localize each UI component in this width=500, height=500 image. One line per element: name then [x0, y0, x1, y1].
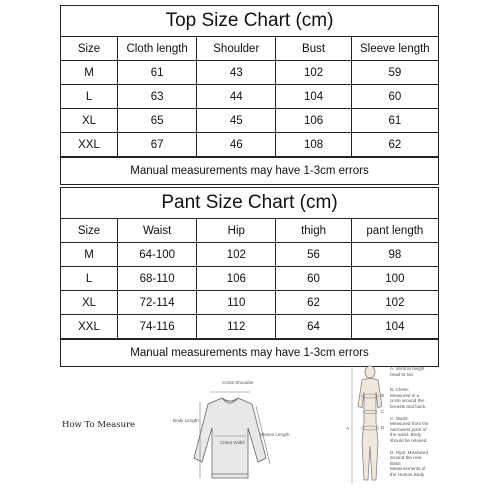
- pant-size-table: [61, 219, 438, 339]
- table-cell: 98: [351, 243, 438, 267]
- table-cell: 45: [197, 109, 276, 133]
- table-row: [61, 243, 438, 267]
- sleeve-length-label: Sleeve Length: [260, 432, 290, 437]
- table-cell: 68-110: [118, 267, 197, 291]
- table-cell: XXL: [61, 133, 118, 157]
- table-cell: 100: [351, 267, 438, 291]
- top-size-table: [61, 37, 438, 157]
- sweater-icon: [194, 398, 266, 478]
- table-cell: L: [61, 267, 118, 291]
- table-row: [61, 133, 438, 157]
- table-cell: M: [61, 61, 118, 85]
- body-measure-diagram: [340, 362, 500, 498]
- header-size: Size: [61, 37, 118, 61]
- header-bust: Bust: [276, 37, 351, 61]
- body-desc-a: A. Vertical height head to toe.: [390, 366, 425, 377]
- table-cell: 43: [197, 61, 276, 85]
- table-cell: 60: [351, 85, 438, 109]
- body-marker-c: C: [381, 409, 385, 414]
- table-header-row: [61, 219, 438, 243]
- table-cell: 60: [276, 267, 351, 291]
- body-marker-b: B: [381, 393, 385, 398]
- table-cell: XXL: [61, 315, 118, 339]
- table-cell: 102: [276, 61, 351, 85]
- garment-measure-diagram: [170, 378, 290, 496]
- cross-shoulder-label: Cross Shoulder: [222, 380, 254, 385]
- header-shoulder: Shoulder: [197, 37, 276, 61]
- body-marker-a: A: [346, 426, 350, 431]
- table-header-row: [61, 37, 438, 61]
- table-cell: 108: [276, 133, 351, 157]
- table-cell: 106: [197, 267, 276, 291]
- table-cell: 67: [118, 133, 197, 157]
- table-cell: 104: [276, 85, 351, 109]
- header-size: Size: [61, 219, 118, 243]
- body-marker-d: D: [381, 425, 385, 430]
- header-hip: Hip: [197, 219, 276, 243]
- table-cell: M: [61, 243, 118, 267]
- table-cell: XL: [61, 109, 118, 133]
- table-cell: 64-100: [118, 243, 197, 267]
- body-length-label: Body Length: [173, 418, 199, 423]
- table-cell: 63: [118, 85, 197, 109]
- table-cell: XL: [61, 291, 118, 315]
- table-cell: 65: [118, 109, 197, 133]
- table-cell: 46: [197, 133, 276, 157]
- table-row: [61, 109, 438, 133]
- pant-chart-title: Pant Size Chart (cm): [61, 188, 438, 219]
- pant-chart-note: Manual measurements may have 1-3cm errors: [61, 339, 438, 366]
- body-desc-b: B. Chest: Measured in a circle around the breasts and back.: [390, 387, 427, 409]
- table-row: [61, 85, 438, 109]
- chest-width-label: Chest Width: [220, 440, 246, 445]
- table-cell: 56: [276, 243, 351, 267]
- table-cell: 74-116: [118, 315, 197, 339]
- pant-size-chart: [60, 187, 439, 367]
- table-cell: 64: [276, 315, 351, 339]
- header-thigh: thigh: [276, 219, 351, 243]
- table-cell: 62: [351, 133, 438, 157]
- table-cell: 44: [197, 85, 276, 109]
- table-cell: 61: [118, 61, 197, 85]
- header-pant-length: pant length: [351, 219, 438, 243]
- table-cell: 102: [351, 291, 438, 315]
- top-chart-title: Top Size Chart (cm): [61, 6, 438, 37]
- table-row: [61, 315, 438, 339]
- body-desc-d: D. Hips: Measured around the rear. Basic Measurements of the Human Body: [390, 449, 429, 477]
- table-cell: L: [61, 85, 118, 109]
- table-cell: 112: [197, 315, 276, 339]
- table-cell: 61: [351, 109, 438, 133]
- table-cell: 104: [351, 315, 438, 339]
- table-row: [61, 291, 438, 315]
- top-chart-note: Manual measurements may have 1-3cm errors: [61, 157, 438, 184]
- table-cell: 106: [276, 109, 351, 133]
- table-cell: 59: [351, 61, 438, 85]
- top-size-chart: [60, 5, 439, 185]
- body-desc-c: C. Waist: Measured from the narrowest point of the waist. Body should be relaxed.: [390, 415, 429, 443]
- header-waist: Waist: [118, 219, 197, 243]
- human-body-icon: [358, 366, 385, 480]
- table-row: [61, 61, 438, 85]
- table-cell: 62: [276, 291, 351, 315]
- table-row: [61, 267, 438, 291]
- header-cloth-length: Cloth length: [118, 37, 197, 61]
- table-cell: 102: [197, 243, 276, 267]
- table-cell: 72-114: [118, 291, 197, 315]
- header-sleeve-length: Sleeve length: [351, 37, 438, 61]
- table-cell: 110: [197, 291, 276, 315]
- how-to-measure-label: How To Measure: [62, 420, 136, 430]
